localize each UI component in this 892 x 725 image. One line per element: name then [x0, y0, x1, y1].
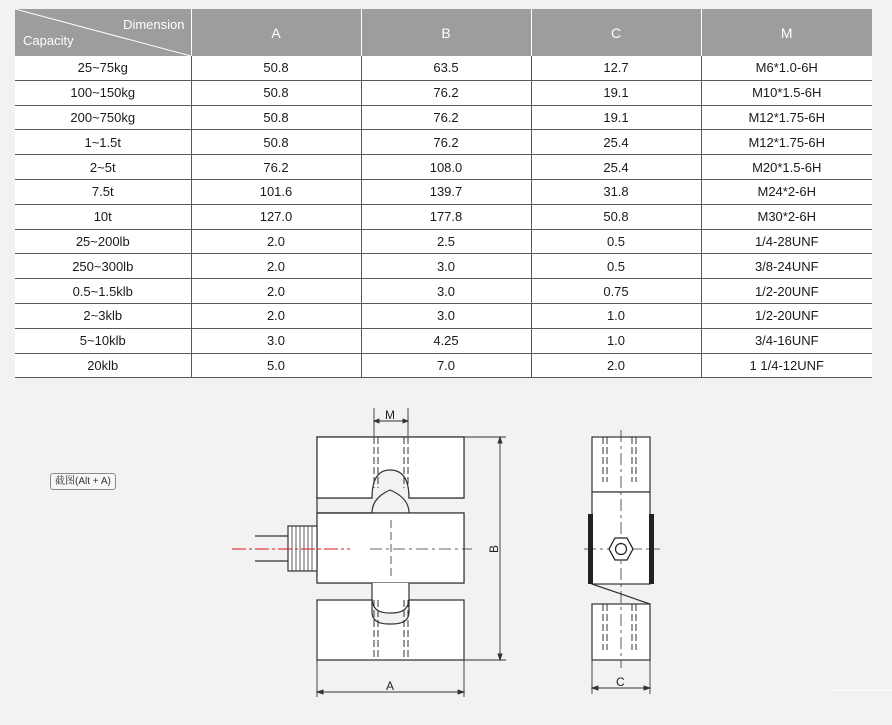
dimension-cell: 50.8: [191, 130, 361, 155]
table-row: [15, 105, 872, 130]
dimension-cell: 76.2: [361, 80, 531, 105]
dimension-cell: M10*1.5-6H: [701, 80, 872, 105]
dimension-cell: 2.0: [191, 254, 361, 279]
top-strip: [0, 0, 892, 9]
table-row: [15, 229, 872, 254]
table-row: [15, 155, 872, 180]
table-header-row: [15, 9, 872, 56]
dimension-cell: 1/4-28UNF: [701, 229, 872, 254]
dimension-cell: 101.6: [191, 179, 361, 204]
divider: [832, 690, 892, 691]
dimension-cell: M6*1.0-6H: [701, 56, 872, 80]
dimension-cell: 177.8: [361, 204, 531, 229]
dimension-cell: 1.0: [531, 328, 701, 353]
capacity-cell: 2~3klb: [15, 303, 191, 328]
dimension-cell: 4.25: [361, 328, 531, 353]
capacity-cell: 0.5~1.5klb: [15, 279, 191, 304]
dimension-cell: 2.0: [191, 303, 361, 328]
capacity-cell: 200~750kg: [15, 105, 191, 130]
dimension-cell: M12*1.75-6H: [701, 130, 872, 155]
dimension-cell: 25.4: [531, 130, 701, 155]
dimension-cell: 2.0: [191, 279, 361, 304]
table-row: [15, 328, 872, 353]
dimension-cell: 12.7: [531, 56, 701, 80]
dimension-label-m: M: [385, 408, 395, 422]
dimension-label-b: B: [487, 544, 501, 553]
dimension-cell: 3.0: [361, 303, 531, 328]
dimension-cell: 3.0: [361, 254, 531, 279]
dimension-cell: 2.5: [361, 229, 531, 254]
dimension-cell: 50.8: [191, 105, 361, 130]
table-row: [15, 80, 872, 105]
dimension-cell: 139.7: [361, 179, 531, 204]
dimension-cell: 50.8: [191, 80, 361, 105]
dimension-cell: 127.0: [191, 204, 361, 229]
header-col-c: C: [531, 9, 701, 56]
table-row: [15, 254, 872, 279]
dimension-cell: 76.2: [191, 155, 361, 180]
header-col-a: A: [191, 9, 361, 56]
dimension-cell: 5.0: [191, 353, 361, 378]
s-beam-load-cell-drawing: [0, 395, 892, 725]
dimension-label-a: A: [386, 679, 395, 693]
capacity-cell: 7.5t: [15, 179, 191, 204]
table-row: [15, 204, 872, 229]
capacity-cell: 5~10klb: [15, 328, 191, 353]
dimension-cell: 50.8: [531, 204, 701, 229]
dimension-cell: 3.0: [361, 279, 531, 304]
table-row: [15, 353, 872, 378]
dimension-cell: M20*1.5-6H: [701, 155, 872, 180]
capacity-cell: 2~5t: [15, 155, 191, 180]
dimension-cell: 1.0: [531, 303, 701, 328]
dimension-cell: 1/2-20UNF: [701, 279, 872, 304]
dimension-cell: 19.1: [531, 105, 701, 130]
capacity-cell: 250~300lb: [15, 254, 191, 279]
table-row: [15, 279, 872, 304]
dimension-cell: 108.0: [361, 155, 531, 180]
dimension-cell: 0.75: [531, 279, 701, 304]
dimension-cell: 0.5: [531, 229, 701, 254]
capacity-cell: 1~1.5t: [15, 130, 191, 155]
dimension-cell: 1/2-20UNF: [701, 303, 872, 328]
capacity-cell: 20klb: [15, 353, 191, 378]
header-dimension: Dimension: [123, 17, 185, 32]
capacity-cell: 25~200lb: [15, 229, 191, 254]
dimension-cell: M24*2-6H: [701, 179, 872, 204]
header-capacity-dimension: [15, 9, 191, 56]
dimension-cell: M30*2-6H: [701, 204, 872, 229]
dimension-label-c: C: [616, 675, 625, 689]
table-row: [15, 303, 872, 328]
table-row: [15, 56, 872, 80]
dimension-cell: 0.5: [531, 254, 701, 279]
header-col-m: M: [701, 9, 872, 56]
table-row: [15, 179, 872, 204]
table-row: [15, 130, 872, 155]
screenshot-button[interactable]: 截图(Alt + A): [50, 473, 116, 490]
dimension-cell: 76.2: [361, 105, 531, 130]
dimension-cell: 63.5: [361, 56, 531, 80]
dimension-cell: 25.4: [531, 155, 701, 180]
dimension-cell: 76.2: [361, 130, 531, 155]
dimension-cell: 31.8: [531, 179, 701, 204]
dimension-cell: 3/4-16UNF: [701, 328, 872, 353]
capacity-cell: 25~75kg: [15, 56, 191, 80]
dimension-cell: M12*1.75-6H: [701, 105, 872, 130]
header-capacity: Capacity: [23, 33, 74, 48]
dimension-cell: 50.8: [191, 56, 361, 80]
capacity-cell: 100~150kg: [15, 80, 191, 105]
spec-table: [15, 9, 872, 378]
capacity-cell: 10t: [15, 204, 191, 229]
dimension-cell: 2.0: [191, 229, 361, 254]
dimension-cell: 2.0: [531, 353, 701, 378]
dimension-cell: 3/8-24UNF: [701, 254, 872, 279]
dimension-cell: 1 1/4-12UNF: [701, 353, 872, 378]
dimension-cell: 7.0: [361, 353, 531, 378]
dimension-cell: 19.1: [531, 80, 701, 105]
dimension-cell: 3.0: [191, 328, 361, 353]
header-col-b: B: [361, 9, 531, 56]
